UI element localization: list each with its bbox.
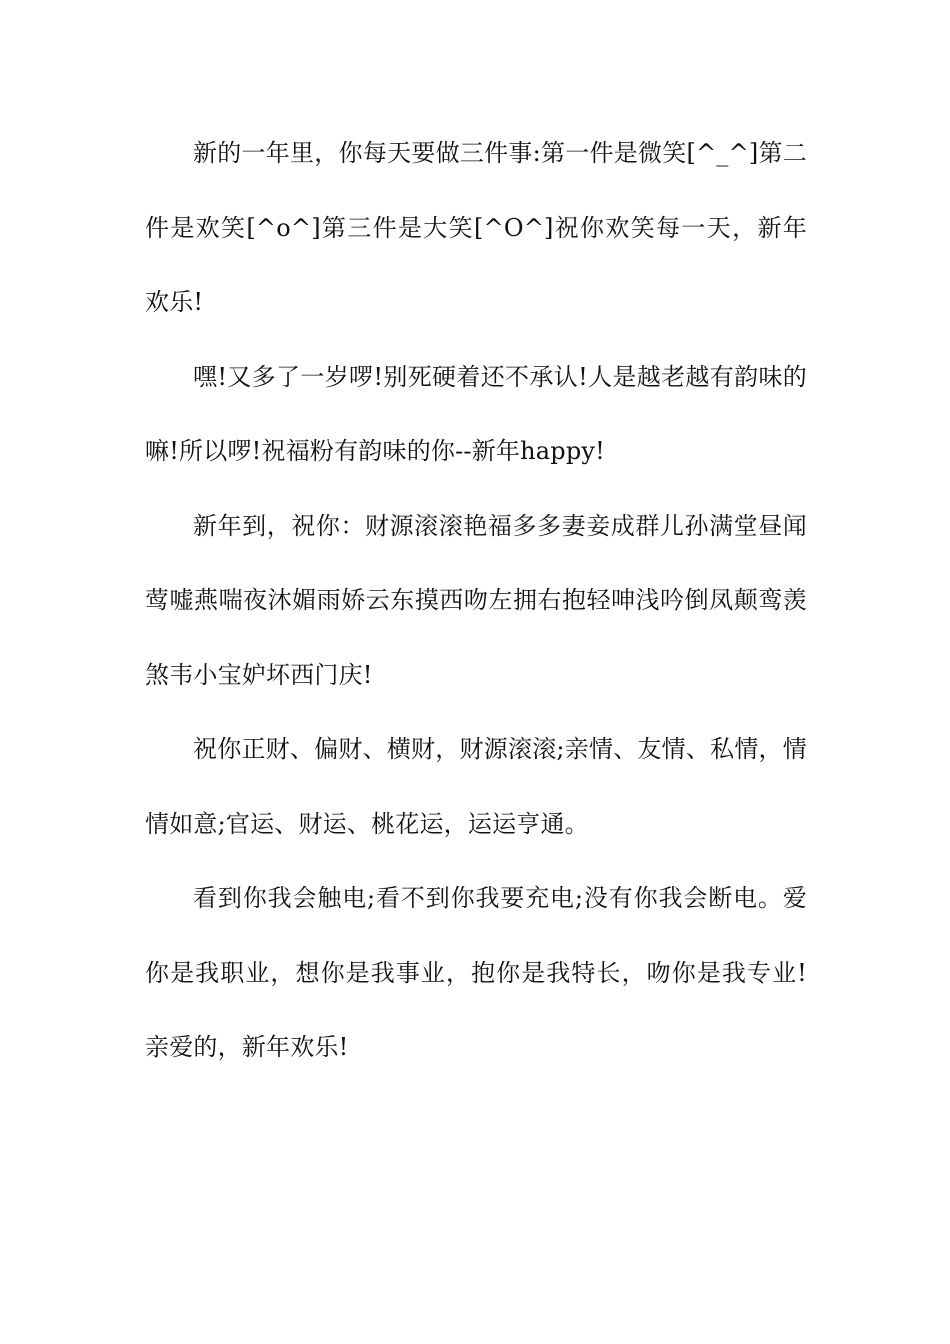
paragraph-2: 嘿!又多了一岁啰!别死硬着还不承认!人是越老越有韵味的嘛!所以啰!祝福粉有韵味的你--新年happy! xyxy=(145,362,807,465)
paragraph-4: 祝你正财、偏财、横财，财源滚滚;亲情、友情、私情，情情如意;官运、财运、桃花运，运运亨通。 xyxy=(145,735,807,838)
paragraph-3: 新年到，祝你：财源滚滚艳福多多妻妾成群儿孙满堂昼闻莺嘘燕喘夜沐媚雨娇云东摸西吻左拥右抱轻呻浅吟倒凤颠鸾羡煞韦小宝妒坏西门庆! xyxy=(145,511,807,689)
paragraph-1: 新的一年里，你每天要做三件事:第一件是微笑[^_^]第二件是欢笑[^o^]第三件是大笑[^O^]祝你欢笑每一天，新年欢乐! xyxy=(145,139,807,316)
paragraph-5: 看到你我会触电;看不到你我要充电;没有你我会断电。爱你是我职业，想你是我事业，抱你是我特长，吻你是我专业!亲爱的，新年欢乐! xyxy=(145,884,807,1061)
document-body xyxy=(145,116,807,1085)
